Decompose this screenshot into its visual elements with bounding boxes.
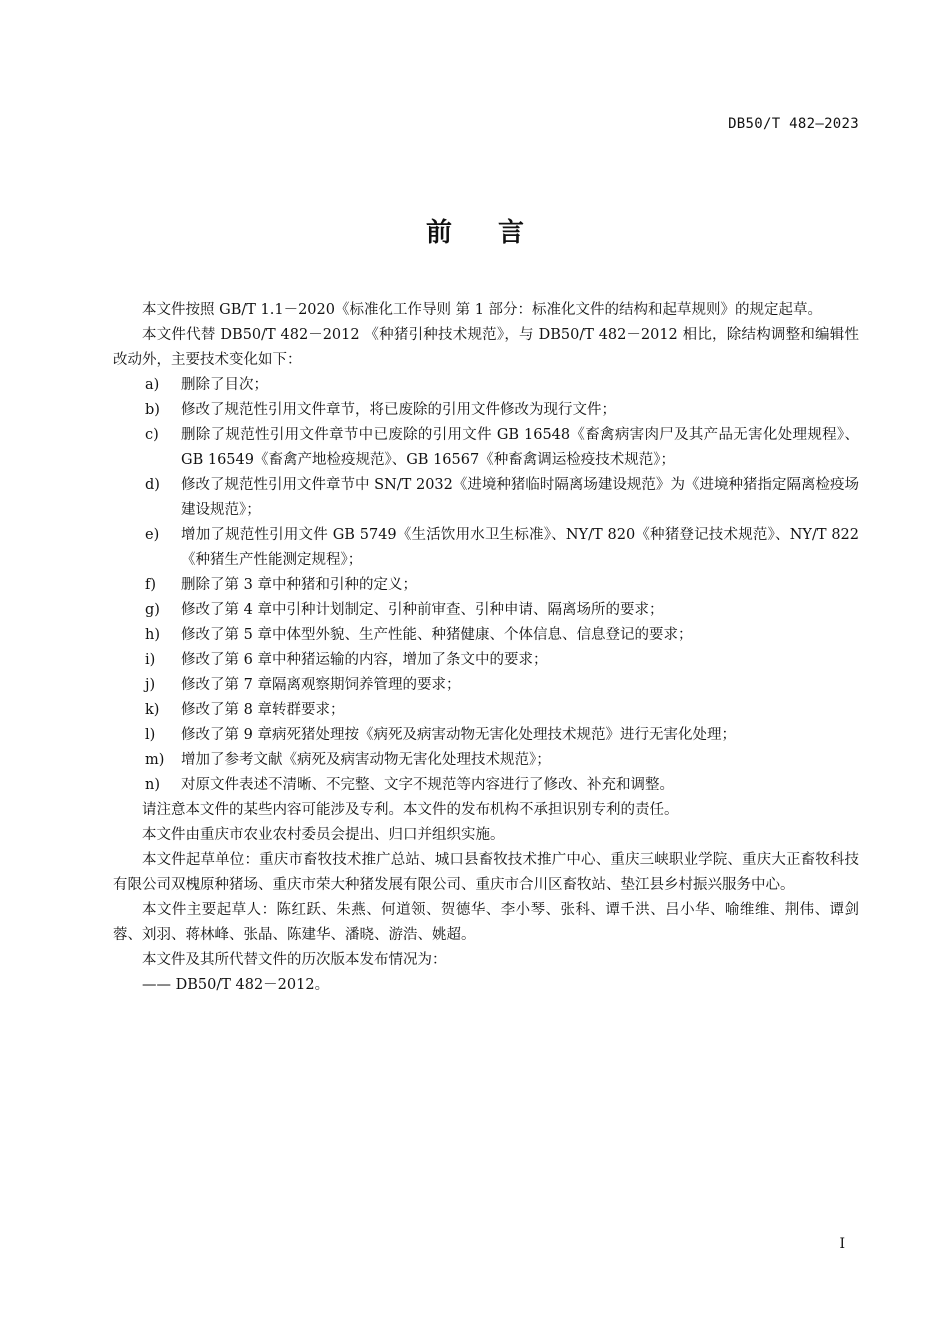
list-item-label: l) bbox=[145, 727, 156, 743]
list-item-text: 修改了第 9 章病死猪处理按《病死及病害动物无害化处理技术规范》进行无害化处理； bbox=[181, 727, 736, 743]
paragraph: 本文件由重庆市农业农村委员会提出、归口并组织实施。 bbox=[142, 827, 505, 843]
paragraph: 本文件主要起草人：陈红跃、朱燕、何道领、贺德华、李小琴、张科、谭千洪、吕小华、喻维维、荆伟、谭剑蓉、刘羽、蒋林峰、张晶、陈建华、潘晓、游浩、姚超。 bbox=[113, 902, 859, 943]
list-item-label: f) bbox=[145, 577, 157, 593]
list-item-text: 修改了第 6 章中种猪运输的内容，增加了条文中的要求； bbox=[181, 652, 548, 668]
list-item-label: c) bbox=[145, 427, 159, 443]
list-item bbox=[113, 423, 859, 473]
list-item-label: m) bbox=[145, 752, 165, 768]
list-item bbox=[113, 398, 859, 423]
list-item-label: g) bbox=[145, 602, 160, 618]
list-item bbox=[113, 573, 859, 598]
list-item-label: j) bbox=[145, 677, 156, 693]
list-item-text: 修改了第 8 章转群要求； bbox=[181, 702, 345, 718]
document-code: DB50/T 482—2023 bbox=[728, 116, 859, 132]
list-item-label: k) bbox=[145, 702, 160, 718]
page-title: 前言 bbox=[425, 218, 570, 248]
list-item-text: 修改了第 4 章中引种计划制定、引种前审查、引种申请、隔离场所的要求； bbox=[181, 602, 664, 618]
list-item-label: n) bbox=[145, 777, 160, 793]
list-item-text: 删除了规范性引用文件章节中已废除的引用文件 GB 16548《畜禽病害肉尸及其产品无害化处理规程》、GB 16549《畜禽产地检疫规范》、GB 16567《种畜禽调运检疫技术规范》； bbox=[181, 427, 859, 468]
list-item-label: d) bbox=[145, 477, 160, 493]
list-item-label: h) bbox=[145, 627, 160, 643]
list-item-text: 修改了第 5 章中体型外貌、生产性能、种猪健康、个体信息、信息登记的要求； bbox=[181, 627, 693, 643]
list-item bbox=[113, 723, 859, 748]
list-item-text: 删除了目次； bbox=[181, 377, 268, 393]
list-item bbox=[113, 773, 859, 798]
list-item bbox=[113, 473, 859, 523]
list-item-text: 对原文件表述不清晰、不完整、文字不规范等内容进行了修改、补充和调整。 bbox=[181, 777, 674, 793]
page-number: I bbox=[839, 1236, 845, 1252]
list-item-label: b) bbox=[145, 402, 160, 418]
list-item bbox=[113, 648, 859, 673]
list-item bbox=[113, 598, 859, 623]
paragraph: —— DB50/T 482－2012。 bbox=[142, 977, 330, 993]
list-item bbox=[113, 748, 859, 773]
list-item-text: 修改了规范性引用文件章节，将已废除的引用文件修改为现行文件； bbox=[181, 402, 616, 418]
list-item-label: a) bbox=[145, 377, 160, 393]
paragraph: 本文件按照 GB/T 1.1－2020《标准化工作导则 第 1 部分：标准化文件的结构和起草规则》的规定起草。 bbox=[142, 302, 823, 318]
list-item bbox=[113, 523, 859, 573]
document-body bbox=[113, 298, 859, 998]
paragraph: 请注意本文件的某些内容可能涉及专利。本文件的发布机构不承担识别专利的责任。 bbox=[142, 802, 679, 818]
paragraph: 本文件代替 DB50/T 482－2012 《种猪引种技术规范》，与 DB50/T 482－2012 相比，除结构调整和编辑性改动外，主要技术变化如下： bbox=[113, 327, 859, 368]
list-item bbox=[113, 698, 859, 723]
list-item-label: i) bbox=[145, 652, 156, 668]
list-item bbox=[113, 373, 859, 398]
list-item bbox=[113, 623, 859, 648]
list-item-text: 增加了规范性引用文件 GB 5749《生活饮用水卫生标准》、NY/T 820《种猪登记技术规范》、NY/T 822《种猪生产性能测定规程》； bbox=[181, 527, 859, 568]
list-item-text: 删除了第 3 章中种猪和引种的定义； bbox=[181, 577, 417, 593]
paragraph: 本文件及其所代替文件的历次版本发布情况为： bbox=[142, 952, 447, 968]
list-item-text: 修改了规范性引用文件章节中 SN/T 2032《进境种猪临时隔离场建设规范》为《进境种猪指定隔离检疫场建设规范》； bbox=[181, 477, 859, 518]
list-item-text: 修改了第 7 章隔离观察期饲养管理的要求； bbox=[181, 677, 461, 693]
list-item-label: e) bbox=[145, 527, 160, 543]
paragraph: 本文件起草单位：重庆市畜牧技术推广总站、城口县畜牧技术推广中心、重庆三峡职业学院、重庆大正畜牧科技有限公司双槐原种猪场、重庆市荣大种猪发展有限公司、重庆市合川区畜牧站、垫江县乡村振兴服务中心。 bbox=[113, 852, 859, 893]
list-item bbox=[113, 673, 859, 698]
list-item-text: 增加了参考文献《病死及病害动物无害化处理技术规范》； bbox=[181, 752, 551, 768]
